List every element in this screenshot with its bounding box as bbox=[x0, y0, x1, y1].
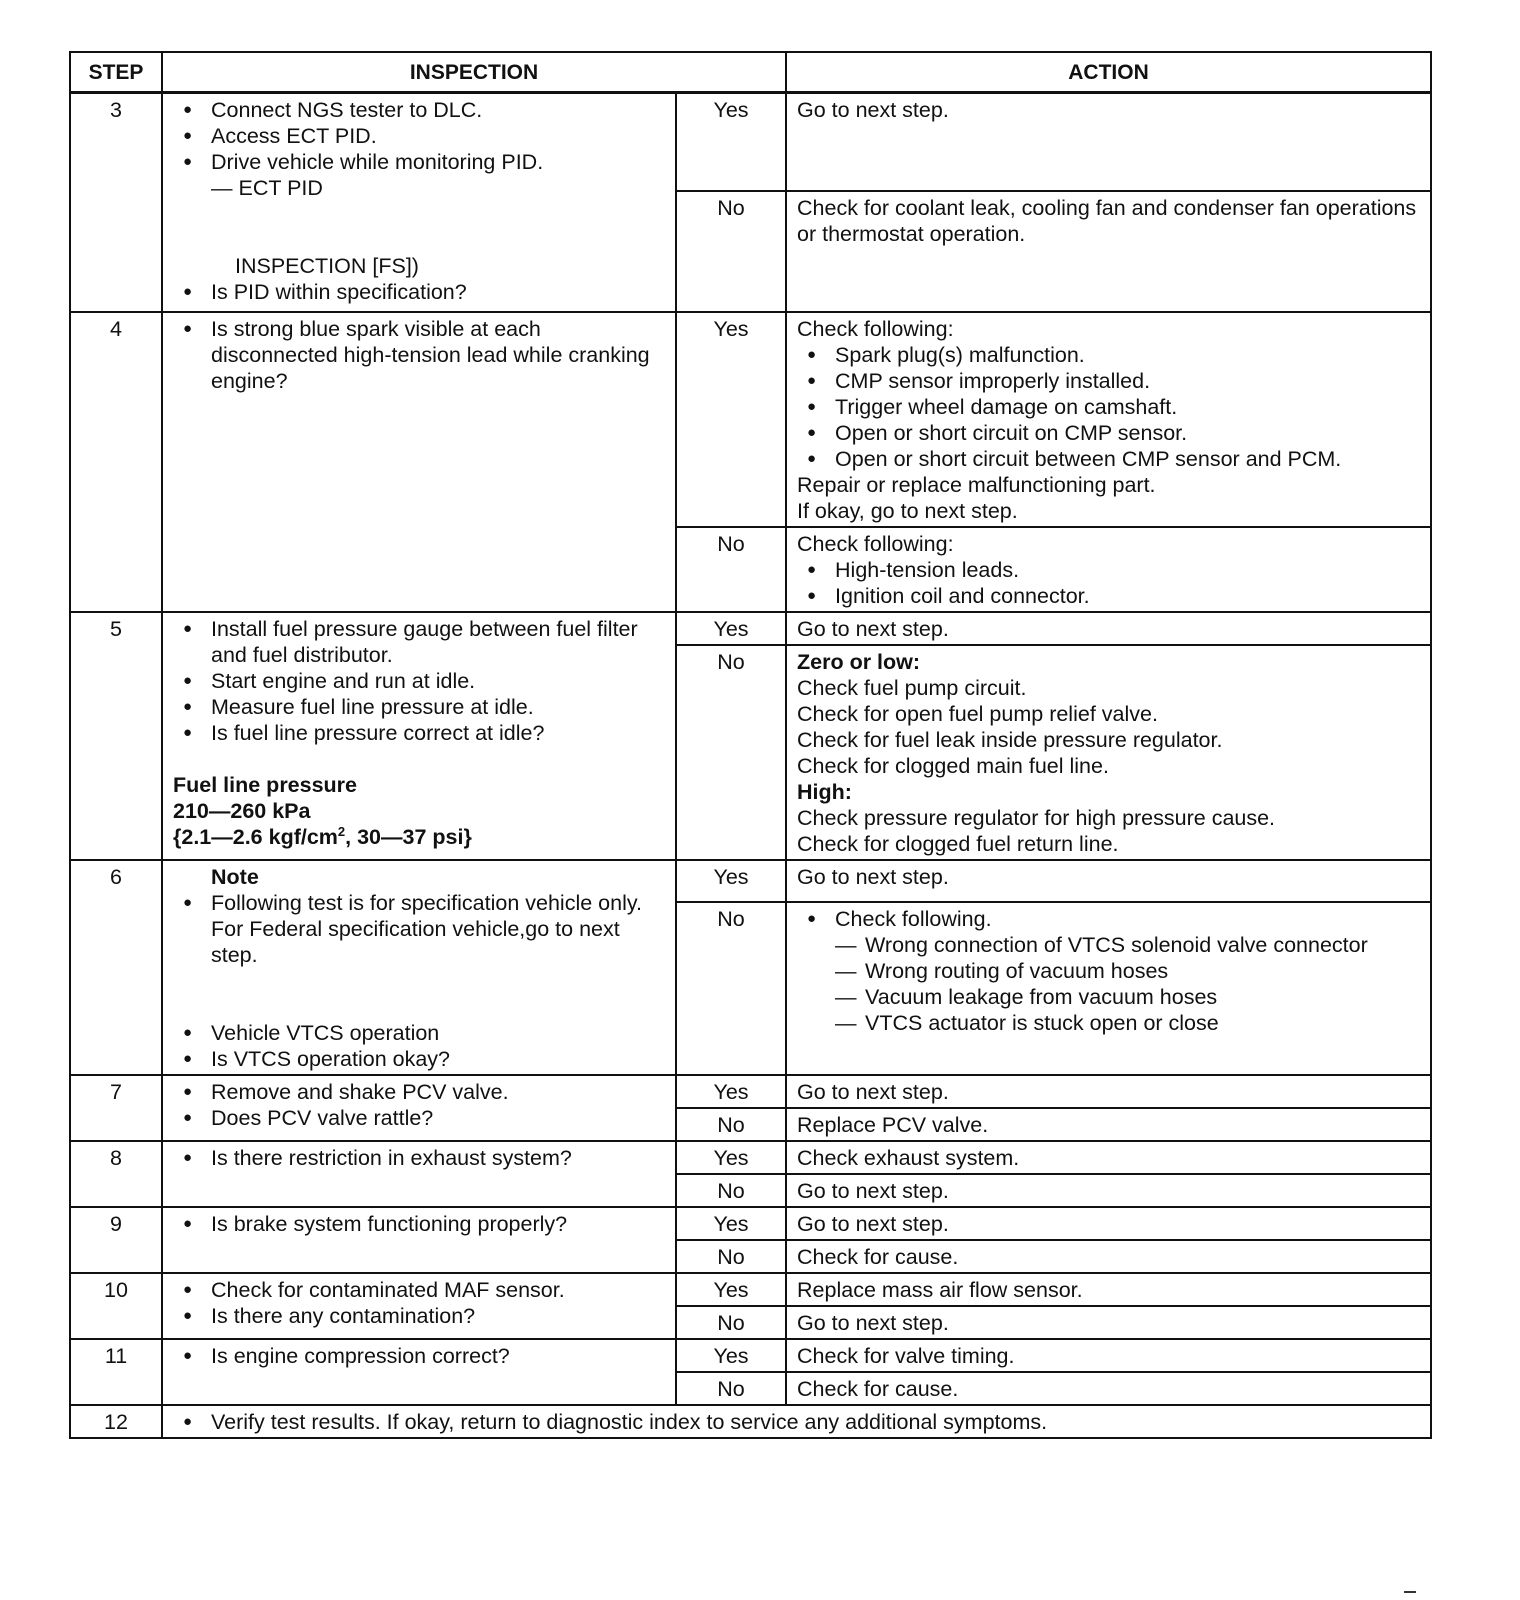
step-row-10 bbox=[70, 1273, 1431, 1306]
step-number: 6 bbox=[70, 860, 162, 1075]
inspection-cell bbox=[162, 1273, 676, 1339]
spacer bbox=[173, 201, 665, 253]
inspection-question: ● Is engine compression correct? bbox=[173, 1343, 665, 1369]
header-step: STEP bbox=[70, 52, 162, 93]
step-row-9 bbox=[70, 1207, 1431, 1240]
action-item: ● Spark plug(s) malfunction. bbox=[797, 342, 1420, 368]
no-label: No bbox=[676, 1174, 786, 1207]
step-number: 9 bbox=[70, 1207, 162, 1273]
action-heading: Zero or low: bbox=[797, 650, 921, 674]
inspection-list bbox=[173, 1211, 665, 1237]
inspection-list bbox=[173, 1409, 1420, 1435]
step-number: 11 bbox=[70, 1339, 162, 1405]
inspection-cell bbox=[162, 1207, 676, 1273]
header-row bbox=[70, 52, 1431, 93]
step-row-4 bbox=[70, 312, 1431, 527]
inspection-item: ● Install fuel pressure gauge between fuel filter and fuel distributor. bbox=[173, 616, 665, 668]
step-row-11 bbox=[70, 1339, 1431, 1372]
yes-label: Yes bbox=[676, 612, 786, 645]
step-number: 8 bbox=[70, 1141, 162, 1207]
no-label: No bbox=[676, 1372, 786, 1405]
action-list bbox=[797, 906, 1420, 1036]
step-row-5 bbox=[70, 612, 1431, 645]
inspection-item: ● Measure fuel line pressure at idle. bbox=[173, 694, 665, 720]
no-label: No bbox=[676, 527, 786, 612]
step-number: 7 bbox=[70, 1075, 162, 1141]
inspection-cell bbox=[162, 1141, 676, 1207]
step-number: 10 bbox=[70, 1273, 162, 1339]
note-list bbox=[173, 890, 665, 968]
action-item: ● Open or short circuit on CMP sensor. bbox=[797, 420, 1420, 446]
no-action: Replace PCV valve. bbox=[786, 1108, 1431, 1141]
action-text: Repair or replace malfunctioning part. bbox=[797, 473, 1156, 497]
step-row-8 bbox=[70, 1141, 1431, 1174]
yes-action: Check exhaust system. bbox=[786, 1141, 1431, 1174]
note-title: Note bbox=[211, 865, 259, 889]
step-number: 3 bbox=[70, 93, 162, 313]
inspection-question: ● Is fuel line pressure correct at idle? bbox=[173, 720, 665, 746]
inspection-cell bbox=[162, 1075, 676, 1141]
inspection-cell bbox=[162, 1405, 1431, 1438]
step-row-6 bbox=[70, 860, 1431, 902]
page-mark bbox=[1404, 1591, 1416, 1593]
inspection-list bbox=[173, 616, 665, 746]
spec-value-alt: {2.1—2.6 kgf/$cm^2$, 30—37 psi} bbox=[173, 823, 472, 849]
no-action bbox=[786, 527, 1431, 612]
yes-action: Replace mass air flow sensor. bbox=[786, 1273, 1431, 1306]
no-label: No bbox=[676, 1240, 786, 1273]
yes-label: Yes bbox=[676, 1207, 786, 1240]
yes-action: Check for valve timing. bbox=[786, 1339, 1431, 1372]
inspection-cell bbox=[162, 860, 676, 1075]
inspection-item: ● Access ECT PID. bbox=[173, 123, 665, 149]
inspection-question: ● Is brake system functioning properly? bbox=[173, 1211, 665, 1237]
step-number: 5 bbox=[70, 612, 162, 860]
action-item: ● High-tension leads. bbox=[797, 557, 1420, 583]
inspection-subitem: — ECT PID bbox=[211, 176, 323, 200]
inspection-item: ● Vehicle VTCS operation bbox=[173, 1020, 665, 1046]
inspection-item: ● Start engine and run at idle. bbox=[173, 668, 665, 694]
step-row-7 bbox=[70, 1075, 1431, 1108]
action-list bbox=[797, 342, 1420, 472]
inspection-list bbox=[173, 1020, 665, 1072]
no-action bbox=[786, 902, 1431, 1075]
inspection-item: ● Check for contaminated MAF sensor. bbox=[173, 1277, 665, 1303]
dash-item: — Wrong connection of VTCS solenoid valve connector bbox=[835, 932, 1420, 958]
inspection-reference: INSPECTION [FS]) bbox=[235, 254, 419, 278]
action-heading: ● Check following. — Wrong connection of VTCS solenoid valve connector — Wrong routing of vacuum hoses — Vacuum leakage from vacuum hoses — VTCS actuator is stuck open or close bbox=[797, 906, 1420, 1036]
step-number: 12 bbox=[70, 1405, 162, 1438]
action-heading: Check following: bbox=[797, 532, 954, 556]
inspection-list bbox=[173, 1079, 665, 1131]
spec-value-kpa: 210—260 kPa bbox=[173, 799, 311, 823]
inspection-question: ● Is there any contamination? bbox=[173, 1303, 665, 1329]
action-item: ● Open or short circuit between CMP sensor and PCM. bbox=[797, 446, 1420, 472]
yes-label: Yes bbox=[676, 860, 786, 902]
dash-item: — Vacuum leakage from vacuum hoses bbox=[835, 984, 1420, 1010]
yes-action: Go to next step. bbox=[786, 860, 1431, 902]
header-action: ACTION bbox=[786, 52, 1431, 93]
specification-block bbox=[173, 772, 665, 850]
diagnostic-procedure-table bbox=[69, 51, 1432, 1439]
inspection-cell bbox=[162, 93, 676, 313]
yes-action: Go to next step. bbox=[786, 1207, 1431, 1240]
action-text: Check for clogged main fuel line. bbox=[797, 754, 1109, 778]
inspection-cell bbox=[162, 1339, 676, 1405]
yes-action: Go to next step. bbox=[786, 612, 1431, 645]
inspection-question: ● Is there restriction in exhaust system? bbox=[173, 1145, 665, 1171]
no-action: Check for coolant leak, cooling fan and condenser fan operations or thermostat operation. bbox=[786, 191, 1431, 312]
dash-item: — Wrong routing of vacuum hoses bbox=[835, 958, 1420, 984]
inspection-list bbox=[173, 1343, 665, 1369]
yes-label: Yes bbox=[676, 93, 786, 192]
dash-list bbox=[835, 932, 1420, 1036]
inspection-list bbox=[173, 97, 665, 175]
inspection-item: ● Remove and shake PCV valve. bbox=[173, 1079, 665, 1105]
action-text: Check for clogged fuel return line. bbox=[797, 832, 1119, 856]
no-label: No bbox=[676, 902, 786, 1075]
no-label: No bbox=[676, 1306, 786, 1339]
no-label: No bbox=[676, 645, 786, 860]
yes-label: Yes bbox=[676, 1339, 786, 1372]
no-action bbox=[786, 645, 1431, 860]
inspection-question: ● Is PID within specification? bbox=[173, 279, 665, 305]
yes-label: Yes bbox=[676, 1141, 786, 1174]
action-text: If okay, go to next step. bbox=[797, 499, 1018, 523]
inspection-list bbox=[173, 1145, 665, 1171]
no-label: No bbox=[676, 191, 786, 312]
step-number: 4 bbox=[70, 312, 162, 612]
inspection-list bbox=[173, 279, 665, 305]
action-heading: High: bbox=[797, 780, 852, 804]
yes-label: Yes bbox=[676, 1075, 786, 1108]
note-text: ● Following test is for specification vehicle only. For Federal specification vehicle,go to next step. bbox=[173, 890, 665, 968]
no-action: Check for cause. bbox=[786, 1240, 1431, 1273]
yes-action: Go to next step. bbox=[786, 93, 1431, 192]
yes-action bbox=[786, 312, 1431, 527]
step-row-3 bbox=[70, 93, 1431, 192]
action-text: Check for open fuel pump relief valve. bbox=[797, 702, 1158, 726]
action-heading: Check following: bbox=[797, 317, 954, 341]
step-row-12 bbox=[70, 1405, 1431, 1438]
action-text: Check fuel pump circuit. bbox=[797, 676, 1027, 700]
spacer bbox=[173, 968, 665, 1020]
spec-title: Fuel line pressure bbox=[173, 773, 358, 797]
inspection-question: ● Is strong blue spark visible at each disconnected high-tension lead while cranking engine? bbox=[173, 316, 665, 394]
action-item: ● CMP sensor improperly installed. bbox=[797, 368, 1420, 394]
inspection-item: ● Connect NGS tester to DLC. bbox=[173, 97, 665, 123]
yes-action: Go to next step. bbox=[786, 1075, 1431, 1108]
action-item: ● Ignition coil and connector. bbox=[797, 583, 1420, 609]
action-item: ● Trigger wheel damage on camshaft. bbox=[797, 394, 1420, 420]
inspection-item: ● Verify test results. If okay, return to diagnostic index to service any additional symptoms. bbox=[173, 1409, 1420, 1435]
inspection-question: ● Is VTCS operation okay? bbox=[173, 1046, 665, 1072]
yes-label: Yes bbox=[676, 312, 786, 527]
action-text: Check pressure regulator for high pressure cause. bbox=[797, 806, 1276, 830]
action-text: Check for fuel leak inside pressure regulator. bbox=[797, 728, 1223, 752]
no-action: Check for cause. bbox=[786, 1372, 1431, 1405]
no-action: Go to next step. bbox=[786, 1306, 1431, 1339]
inspection-list bbox=[173, 1277, 665, 1329]
action-list bbox=[797, 557, 1420, 609]
inspection-cell bbox=[162, 312, 676, 612]
inspection-list bbox=[173, 316, 665, 394]
no-label: No bbox=[676, 1108, 786, 1141]
dash-item: — VTCS actuator is stuck open or close bbox=[835, 1010, 1420, 1036]
inspection-item: ● Drive vehicle while monitoring PID. bbox=[173, 149, 665, 175]
inspection-question: ● Does PCV valve rattle? bbox=[173, 1105, 665, 1131]
inspection-cell bbox=[162, 612, 676, 860]
yes-label: Yes bbox=[676, 1273, 786, 1306]
header-inspection: INSPECTION bbox=[162, 52, 786, 93]
no-action: Go to next step. bbox=[786, 1174, 1431, 1207]
